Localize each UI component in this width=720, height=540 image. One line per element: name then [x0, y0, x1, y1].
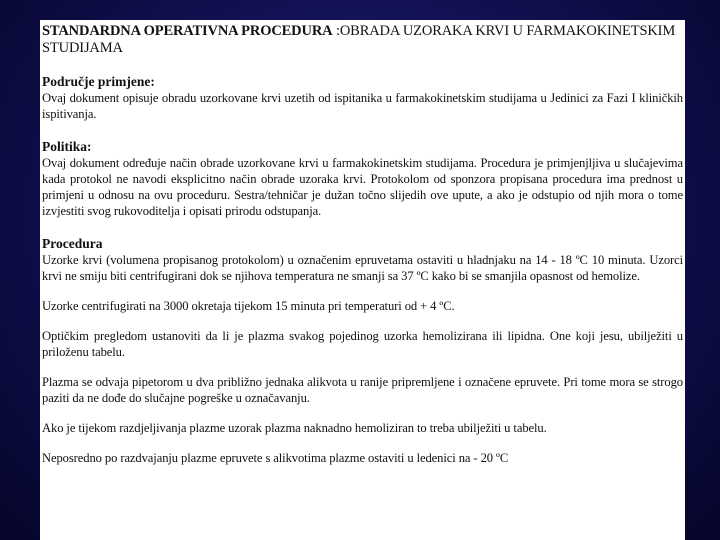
document-title-lead: STANDARDNA OPERATIVNA PROCEDURA: [42, 23, 333, 39]
policy-text: Ovaj dokument određuje način obrade uzorkovane krvi u farmakokinetskim studijama. Procedura je primjenjljiva u slučajevima kada protokol ne navodi eksplicitno način obrade uzoraka krvi. Protokolom od sponzora propisana procedura ima prednost u primjeni u odnosu na ovu proceduru. Sestra/tehničar je dužan točno slijedih ove upute, a ako je odstupio od njih mora o tome izvjestiti svog rukovoditelja i opisati prirodu odstupanja.: [42, 156, 683, 218]
document-title-rest: :OBRADA UZORAKA KRVI U FARMAKOKINETSKIM STUDIJAMA: [42, 23, 676, 56]
procedure-step-3: Optičkim pregledom ustanoviti da li je plazma svakog pojedinog uzorka hemolizirana ili lipidna. One koji jesu, ubilježiti u priloženu tabelu.: [42, 329, 683, 359]
procedure-step-2: Uzorke centrifugirati na 3000 okretaja tijekom 15 minuta pri temperaturi od + 4 ºC.: [42, 299, 455, 313]
procedure-step-1: Uzorke krvi (volumena propisanog protokolom) u označenim epruvetama ostaviti u hladnjaku na 14 - 18 ºC 10 minuta. Uzorci krvi ne smiju biti centrifugirani dok se njihova temperatura ne smanji sa 37 ºC kako bi se smanjila opasnost od hemolize.: [42, 253, 683, 283]
policy-section: [42, 139, 683, 219]
procedure-step-6: Neposredno po razdvajanju plazme epruvete s alikvotima plazme ostaviti u ledenici na - 20 ºC: [42, 451, 509, 465]
document-page: [40, 20, 685, 540]
policy-heading: Politika:: [42, 139, 92, 154]
scope-heading: Područje primjene:: [42, 74, 155, 89]
procedure-step-4: Plazma se odvaja pipetorom u dva približno jednaka alikvota u ranije pripremljene i označene epruvete. Pri tome mora se strogo paziti da ne dođe do slučajne pogreške u označavanju.: [42, 375, 683, 405]
scope-section: [42, 74, 683, 122]
procedure-heading: Procedura: [42, 236, 103, 251]
procedure-section: [42, 236, 683, 466]
procedure-step-5: Ako je tijekom razdjeljivanja plazme uzorak plazma naknadno hemoliziran to treba ubilježiti u tabelu.: [42, 421, 547, 435]
document-title: [42, 23, 683, 57]
scope-text: Ovaj dokument opisuje obradu uzorkovane krvi uzetih od ispitanika u farmakokinetskim studijama u Jedinici za Fazi I kliničkih ispitivanja.: [42, 91, 683, 121]
